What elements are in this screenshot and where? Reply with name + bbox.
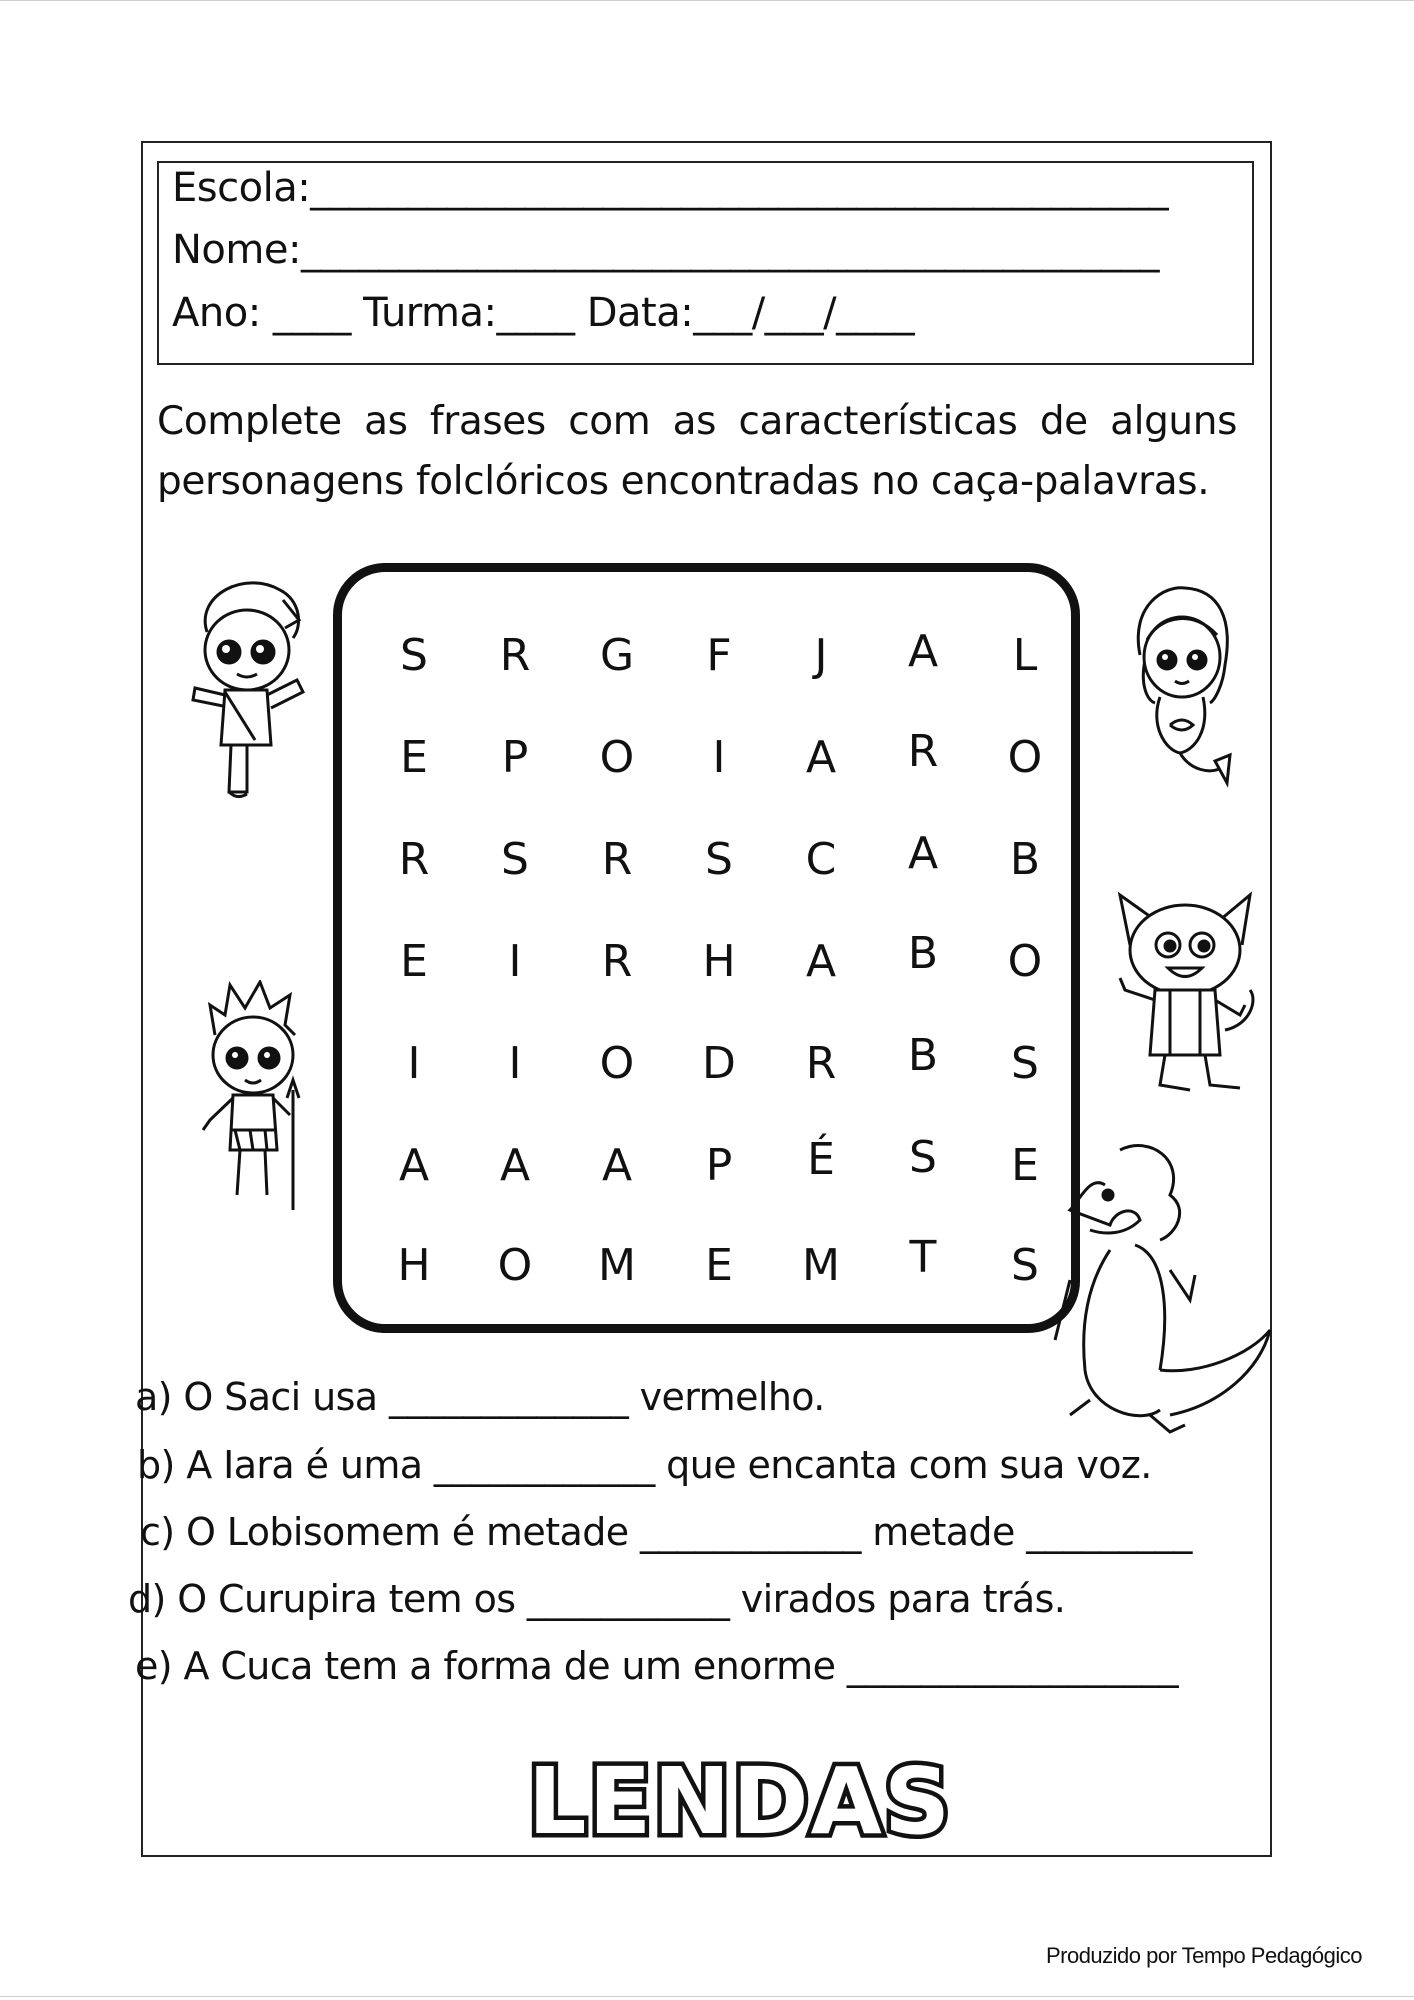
- grid-cell: A: [601, 1140, 633, 1191]
- curupira-icon: [195, 980, 310, 1215]
- grid-cell: I: [407, 1038, 421, 1089]
- grid-cell: O: [599, 1038, 635, 1089]
- school-field: Escola:____________________________________________: [172, 165, 1169, 211]
- grid-cell: F: [706, 630, 732, 681]
- grid-cell: R: [805, 1038, 837, 1089]
- grid-cell: O: [1007, 936, 1043, 987]
- grid-cell: I: [712, 732, 726, 783]
- grid-cell: S: [705, 834, 733, 885]
- cuca-alligator-icon: [1050, 1140, 1280, 1455]
- grid-cell: A: [398, 1140, 430, 1191]
- grid-cell: S: [909, 1132, 937, 1183]
- grid-cell: L: [1012, 630, 1038, 681]
- title-lendas: [520, 1748, 960, 1863]
- word-search-grid: [333, 563, 1080, 1333]
- name-field: Nome:____________________________________________: [172, 227, 1159, 273]
- instruction-text: Complete as frases com as características de alguns personagens folclóricos encontradas no caça-palavras.: [157, 399, 1237, 504]
- question-b: b) A Iara é uma ____________ que encanta com sua voz.: [137, 1443, 1152, 1487]
- grid-cell: E: [400, 936, 428, 987]
- grid-cell: A: [805, 732, 837, 783]
- grid-cell: I: [508, 936, 522, 987]
- grid-cell: G: [599, 630, 635, 681]
- question-d: d) O Curupira tem os ___________ virados para trás.: [128, 1577, 1066, 1621]
- grid-cell: P: [501, 732, 529, 783]
- question-c: c) O Lobisomem é metade ____________ metade _________: [140, 1510, 1192, 1554]
- grid-cell: P: [705, 1140, 733, 1191]
- grid-cell: I: [508, 1038, 522, 1089]
- grid-cell: H: [702, 936, 736, 987]
- title-lendas-graphic: [520, 1748, 960, 1858]
- grid-cell: O: [1007, 732, 1043, 783]
- page-bottom-rule: [0, 1996, 1414, 1997]
- grid-cell: H: [397, 1240, 431, 1291]
- saci-icon: [185, 570, 315, 805]
- grid-cell: A: [907, 828, 939, 879]
- grid-cell: R: [601, 936, 633, 987]
- grid-cell: R: [907, 726, 939, 777]
- grid-cell: É: [807, 1134, 835, 1185]
- werewolf-icon: [1110, 890, 1260, 1100]
- grid-cell: S: [1011, 1038, 1039, 1089]
- question-e: e) A Cuca tem a forma de um enorme __________________: [135, 1644, 1179, 1688]
- page-top-rule: [0, 0, 1414, 1]
- grid-cell: R: [601, 834, 633, 885]
- grid-cell: A: [805, 936, 837, 987]
- question-a: a) O Saci usa _____________ vermelho.: [135, 1375, 825, 1419]
- grid-cell: O: [599, 732, 635, 783]
- grid-cell: S: [400, 630, 428, 681]
- grid-cell: O: [497, 1240, 533, 1291]
- iara-mermaid-icon: [1125, 585, 1235, 825]
- grid-cell: M: [598, 1240, 636, 1291]
- grid-cell: R: [499, 630, 531, 681]
- grid-cell: E: [1011, 1140, 1039, 1191]
- grid-cell: S: [1011, 1240, 1039, 1291]
- class-date-field: Ano: ____ Turma:____ Data:___/___/____: [172, 290, 915, 336]
- grid-cell: M: [802, 1240, 840, 1291]
- grid-cell: S: [501, 834, 529, 885]
- grid-cell: E: [400, 732, 428, 783]
- title-lendas-text: LENDAS: [527, 1748, 953, 1855]
- grid-cell: B: [1009, 834, 1041, 885]
- grid-cell: B: [907, 1030, 939, 1081]
- grid-cell: E: [705, 1240, 733, 1291]
- grid-cell: D: [702, 1038, 736, 1089]
- grid-cell: A: [907, 626, 939, 677]
- grid-cell: R: [398, 834, 430, 885]
- grid-cell: J: [814, 630, 828, 681]
- grid-cell: B: [907, 928, 939, 979]
- grid-cell: C: [805, 834, 837, 885]
- grid-cell: T: [909, 1232, 937, 1283]
- footer-credit: Produzido por Tempo Pedagógico: [1045, 1943, 1362, 1968]
- grid-cell: A: [499, 1140, 531, 1191]
